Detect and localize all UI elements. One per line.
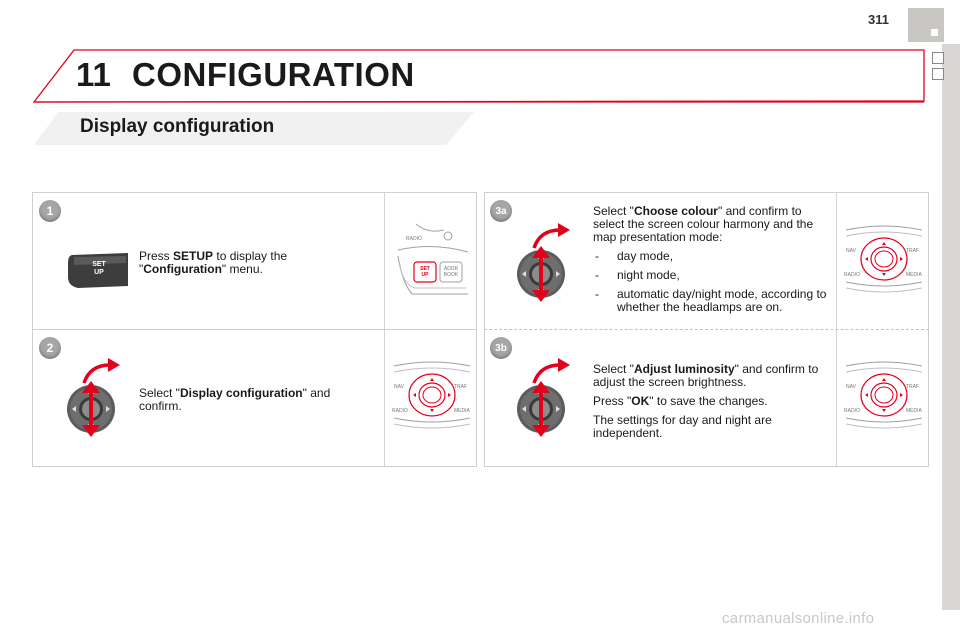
step3b-paragraph	[593, 363, 828, 389]
bold-text: Configuration	[143, 262, 222, 276]
step-badge: 1	[39, 200, 61, 222]
text: Select "	[593, 362, 634, 376]
console-illustration	[392, 222, 472, 302]
rotary-knob-icon	[512, 357, 584, 441]
console-label: UP	[421, 272, 429, 278]
controller-label: RADIO	[844, 408, 860, 414]
bold-text: Choose colour	[633, 204, 718, 218]
controller-label: NAV	[846, 384, 856, 390]
section-title: Display configuration	[80, 116, 275, 137]
controller-label: MEDIA	[906, 272, 922, 278]
step3a-text	[593, 205, 828, 320]
text: " and confirm to select the screen colour harmony and the map presentation mode:	[593, 204, 814, 244]
controller-label: TRAF	[454, 384, 468, 390]
console-label: RADIO	[406, 236, 422, 242]
bold-text: OK	[631, 394, 650, 408]
setup-label-line1: SET	[92, 261, 106, 268]
rotary-knob-icon	[512, 222, 584, 306]
side-bar	[942, 44, 960, 610]
watermark: carmanualsonline.info	[722, 610, 875, 627]
controller-label: NAV	[846, 248, 856, 254]
setup-label-line2: UP	[94, 269, 104, 276]
step-badge: 3b	[490, 337, 512, 359]
setup-button-image	[66, 253, 132, 288]
step-badge: 2	[39, 337, 61, 359]
controller-illustration	[842, 360, 926, 430]
controller-illustration	[842, 224, 926, 294]
step1-text	[139, 250, 374, 276]
chapter-number: 11	[76, 56, 111, 93]
list-item: - night mode,	[593, 269, 828, 282]
controller-label: RADIO	[392, 408, 408, 414]
page-number: 311	[868, 12, 889, 27]
text: " to save the changes.	[649, 394, 768, 408]
chapter-title: CONFIGURATION	[132, 56, 415, 93]
corner-tab	[908, 8, 944, 42]
text: " and confirm to adjust the screen brightness.	[593, 362, 819, 389]
side-checkbox[interactable]	[932, 68, 944, 80]
controller-label: MEDIA	[454, 408, 470, 414]
controller-label: TRAF	[906, 384, 920, 390]
list-item: - automatic day/night mode, according to whether the headlamps are on.	[593, 288, 828, 314]
mode-list	[593, 250, 828, 314]
step3b-text	[593, 363, 828, 446]
side-checkbox[interactable]	[932, 52, 944, 64]
console-label: BOOK	[443, 272, 459, 278]
controller-label: RADIO	[844, 272, 860, 278]
text: Press	[139, 249, 174, 263]
controller-illustration	[390, 360, 474, 430]
text: to display the "	[139, 249, 288, 276]
console-label: ADDR	[443, 266, 459, 272]
step3b-paragraph: The settings for day and night are independent.	[593, 413, 772, 440]
step2-text	[139, 387, 374, 413]
panel-divider	[32, 329, 477, 330]
text: " and confirm.	[139, 386, 331, 413]
text: Press "	[593, 394, 632, 408]
list-item: - day mode,	[593, 250, 828, 263]
bold-text: Adjust luminosity	[633, 362, 735, 376]
controller-label: NAV	[394, 384, 404, 390]
console-label: SET	[420, 266, 430, 272]
text: Select "	[593, 204, 634, 218]
step3a-paragraph	[593, 205, 828, 244]
text: Select "	[139, 386, 180, 400]
bold-text: Display configuration	[179, 386, 303, 400]
controller-label: TRAF	[906, 248, 920, 254]
rotary-knob-icon	[62, 357, 134, 441]
step3b-paragraph	[593, 395, 828, 408]
text: " menu.	[221, 262, 263, 276]
panel-divider-dashed	[484, 329, 929, 330]
bold-text: SETUP	[173, 249, 214, 263]
controller-label: MEDIA	[906, 408, 922, 414]
step-badge: 3a	[490, 200, 512, 222]
